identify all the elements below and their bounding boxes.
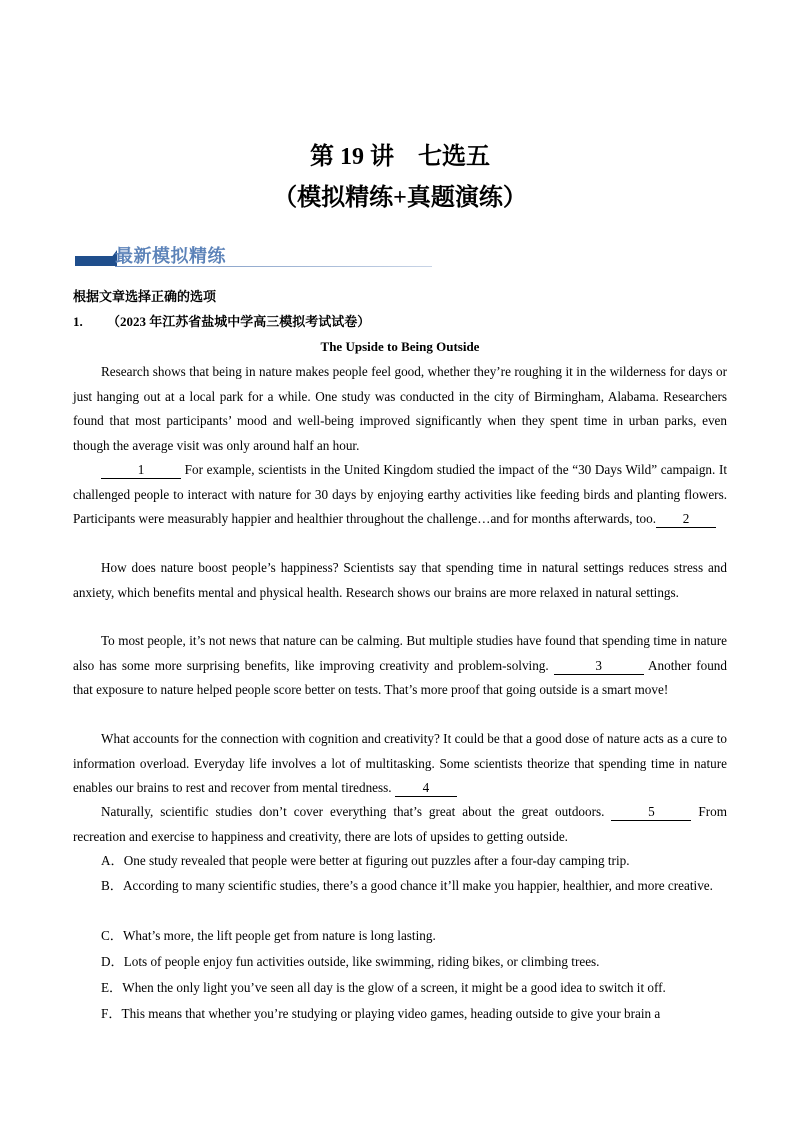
blank-2: 2: [656, 511, 716, 528]
paragraph-text: From recreation and exercise to happiness and creativity, there are lots of upsides to getting outside.: [73, 804, 727, 844]
section-banner: [75, 246, 432, 268]
option-e: E．When the only light you’ve seen all day is the glow of a screen, it might be a good idea to switch it off.: [101, 980, 666, 995]
paragraph-text: How does nature boost people’s happiness? Scientists say that spending time in natural settings reduces stress and anxiety, which benefits mental and physical health. Research shows our brains are more relaxed in natural settings.: [73, 560, 727, 600]
paragraph-text: Research shows that being in nature makes people feel good, whether they’re roughing it in the wilderness for days or just hanging out at a local park for a while. One study was conducted in the city of Birmingham, Alabama. Researchers found that most participants’ mood and well-being improved significantly when they spent time in urban parks, even though the average visit was only around half an hour.: [73, 364, 727, 453]
blank-5: 5: [611, 804, 691, 821]
paragraph-text: To most people, it’s not news that nature can be calming. But multiple studies have found that spending time in nature also has some more surprising benefits, like improving creativity and problem-solving.: [73, 633, 727, 673]
paragraph-text: Naturally, scientific studies don’t cover everything that’s great about the great outdoors.: [101, 804, 612, 819]
passage-paragraph-1: [73, 360, 727, 458]
paragraph-text: For example, scientists in the United Kingdom studied the impact of the “30 Days Wild” campaign. It challenged people to interact with nature for 30 days by enjoying earthy activities like feeding birds and planting flowers. Participants were measurably happier and healthier throughout the challenge…and for months afterwards, too.: [73, 462, 727, 526]
passage-paragraph-5: [73, 727, 727, 801]
question-heading: [73, 313, 370, 331]
passage-paragraph-3: [73, 556, 727, 605]
option-d: D．Lots of people enjoy fun activities outside, like swimming, riding bikes, or climbing trees.: [101, 954, 600, 969]
option-c: C．What’s more, the lift people get from nature is long lasting.: [101, 928, 436, 943]
question-source: （2023 年江苏省盐城中学高三模拟考试试卷）: [107, 314, 371, 329]
lesson-title: 第 19 讲 七选五: [310, 144, 490, 170]
paragraph-text: What accounts for the connection with cognition and creativity? It could be that a good dose of nature acts as a cure to information overload. Everyday life involves a lot of multitasking. Some scientists theorize that spending time in nature enables our brains to rest and recover from mental tiredness.: [73, 731, 727, 795]
option-a: A．One study revealed that people were better at figuring out puzzles after a four-day camping trip.: [101, 853, 630, 868]
blank-4: 4: [395, 780, 457, 797]
option-b: B．According to many scientific studies, there’s a good chance it’ll make you happier, healthier, and more creative.: [101, 878, 713, 893]
question-number: 1.: [73, 314, 83, 329]
instruction-text: 根据文章选择正确的选项: [73, 289, 217, 304]
passage-title: The Upside to Being Outside: [320, 339, 480, 354]
option-f: F．This means that whether you’re studying or playing video games, heading outside to give your brain a: [101, 1006, 661, 1021]
passage-paragraph-2: [73, 458, 727, 532]
passage-paragraph-6: [73, 800, 727, 849]
section-banner-label: 最新模拟精练: [115, 246, 226, 266]
blank-3: 3: [554, 658, 644, 675]
blank-1: 1: [101, 462, 181, 479]
passage-paragraph-4: [73, 629, 727, 703]
lesson-subtitle: （模拟精练+真题演练）: [273, 185, 527, 211]
paragraph-text: Another found that exposure to nature helped people score better on tests. That’s more proof that going outside is a smart move!: [73, 657, 727, 697]
